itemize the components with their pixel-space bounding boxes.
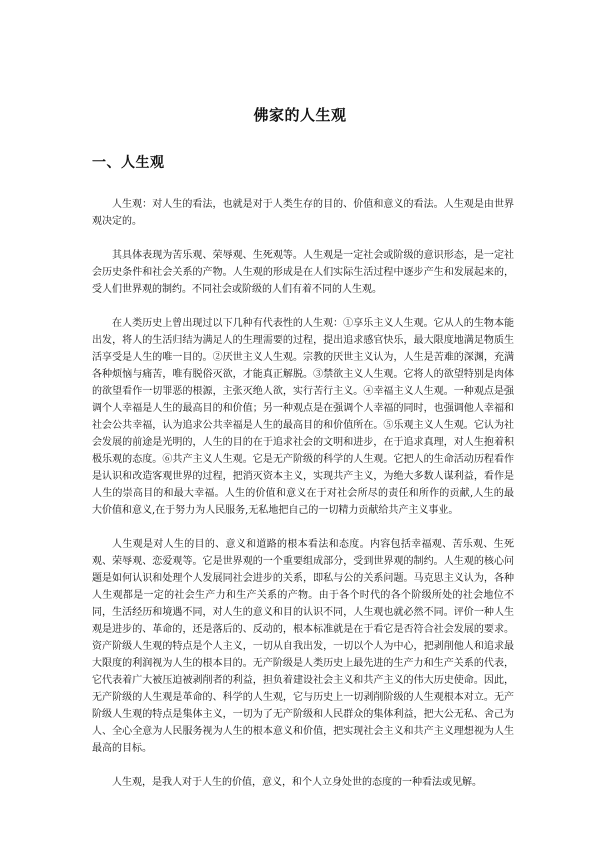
paragraph-1: 人生观：对人生的看法，也就是对于人类生存的目的、价值和意义的看法。人生观是由世界观决定的。	[92, 199, 514, 227]
section-heading: 一、人生观	[92, 155, 165, 171]
paragraph-5: 人生观，是我人对于人生的价值，意义，和个人立身处世的态度的一种看法或见解。	[112, 777, 482, 788]
paragraph-2: 其具体表现为苦乐观、荣辱观、生死观等。人生观是一定社会或阶级的意识形态，是一定社会历史条件和社会关系的产物。人生观的形成是在人们实际生活过程中逐步产生和发展起来的，受人们世界观的制约。不同社会或阶级的人们有着不同的人生观。	[92, 250, 514, 295]
paragraph-4: 人生观是对人生的目的、意义和道路的根本看法和态度。内容包括幸福观、苦乐观、生死观、荣辱观、恋爱观等。它是世界观的一个重要组成部分，受到世界观的制约。人生观的核心问题是如何认识和处理个人发展同社会进步的关系，即私与公的关系问题。马克思主义认为，各种人生观都是一定的社会生产力和生产关系的产物。由于各个时代的各个阶级所处的社会地位不同，生活经历和境遇不同，对人生的意义和目的认识不同，人生观也就必然不同。评价一种人生观是进步的、革命的，还是落后的、反动的，根本标准就是在于看它是否符合社会发展的要求。资产阶级人生观的特点是个人主义，一切从自我出发，一切以个人为中心，把剥削他人和追求最大限度的利润视为人生的根本目的。无产阶级是人类历史上最先进的生产力和生产关系的代表，它代表着广大被压迫被剥削者的利益，担负着建设社会主义和共产主义的伟大历史使命。因此，无产阶级的人生观是革命的、科学的人生观，它与历史上一切剥削阶级的人生观根本对立。无产阶级人生观的特点是集体主义，一切为了无产阶级和人民群众的集体利益，把大公无私、舍己为人、全心全意为人民服务视为人生的根本意义和价值，把实现社会主义和共产主义理想视为人生最高的目标。	[92, 539, 514, 754]
paragraph-3: 在人类历史上曾出现过以下几种有代表性的人生观：①享乐主义人生观。它从人的生物本能出发，将人的生活归结为满足人的生理需要的过程，提出追求感官快乐，最大限度地满足物质生活享受是人生的唯一目的。②厌世主义人生观。宗教的厌世主义认为，人生是苦难的深渊，充满各种烦恼与痛苦，唯有脱俗灭欲，才能真正解脱。③禁欲主义人生观。它将人的欲望特别是肉体的欲望看作一切罪恶的根源，主张灭绝人欲，实行苦行主义。④幸福主义人生观。一种观点是强调个人幸福是人生的最高目的和价值；另一种观点是在强调个人幸福的同时，也强调他人幸福和社会公共幸福，认为追求公共幸福是人生的最高目的和价值所在。⑤乐观主义人生观。它认为社会发展的前途是光明的，人生的目的在于追求社会的文明和进步，在于追求真理，对人生抱着积极乐观的态度。⑥共产主义人生观。它是无产阶级的科学的人生观。它把人的生命活动历程看作是认识和改造客观世界的过程，把消灭资本主义，实现共产主义，为绝大多数人谋利益，看作是人生的崇高目的和最大幸福。人生的价值和意义在于对社会所尽的责任和所作的贡献,人生的最大价值和意义,在于努力为人民服务,无私地把自己的一切精力贡献给共产主义事业。	[92, 318, 514, 516]
article-body	[92, 196, 514, 808]
page-title: 佛家的人生观	[253, 106, 347, 124]
